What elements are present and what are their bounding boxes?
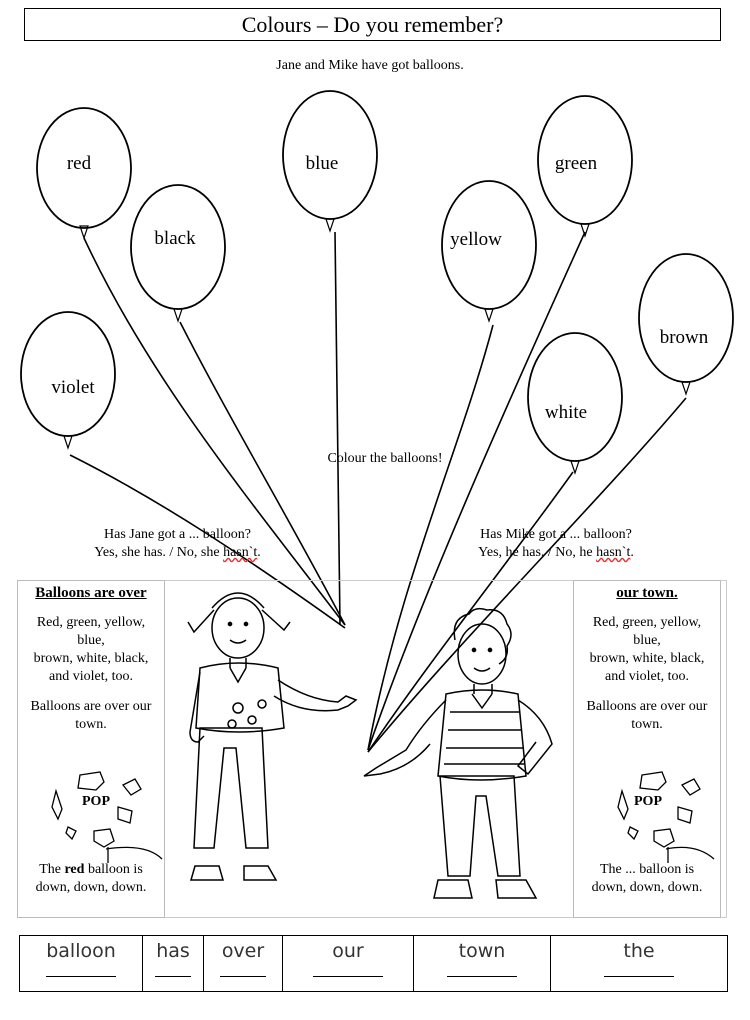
word-cell-balloon[interactable]: balloon [20, 936, 143, 992]
mike-figure [364, 609, 552, 898]
mike-answer: Yes, he has. / No, he hasn`t. [478, 545, 634, 560]
word-cell-town[interactable]: town [414, 936, 551, 992]
balloon-label-blue: blue [305, 153, 339, 174]
worksheet-title: Colours – Do you remember? [24, 8, 721, 41]
word-cell-the[interactable]: the [551, 936, 728, 992]
right-poem-verse2: Balloons are over our town. [586, 699, 708, 732]
colour-instruction: Colour the balloons! [327, 451, 443, 466]
jane-question: Has Jane got a ... balloon? [104, 527, 251, 542]
right-poem-ending: The ... balloon is down, down, down. [591, 862, 703, 895]
balloon-label-white: white [544, 402, 588, 423]
balloon-label-violet: violet [51, 377, 95, 398]
left-pop-word: POP [82, 794, 110, 809]
left-poem-heading: Balloons are over [35, 585, 147, 601]
word-cell-over[interactable]: over [204, 936, 283, 992]
balloon-label-black: black [154, 228, 196, 249]
word-bank-table [19, 935, 728, 992]
word-cell-has[interactable]: has [143, 936, 204, 992]
left-poem-verse2: Balloons are over our town. [30, 699, 152, 732]
popped-balloon-pieces-right [574, 767, 722, 867]
jane-answer: Yes, she has. / No, she hasn`t. [94, 545, 261, 560]
balloon-label-brown: brown [659, 327, 709, 348]
left-poem-box [17, 580, 165, 918]
right-poem-heading: our town. [616, 585, 678, 601]
left-poem-ending: The red balloon is down, down, down. [35, 862, 147, 895]
right-pop-word: POP [634, 794, 662, 809]
intro-text: Jane and Mike have got balloons. [276, 58, 464, 73]
word-cell-our[interactable]: our [283, 936, 414, 992]
balloon-label-green: green [554, 153, 598, 174]
balloon-label-red: red [66, 153, 92, 174]
popped-balloon-pieces-left [18, 767, 166, 867]
mike-question: Has Mike got a ... balloon? [480, 527, 632, 542]
right-poem-verse1: Red, green, yellow, blue, brown, white, black, and violet, too. [589, 615, 705, 684]
jane-figure [188, 593, 356, 880]
left-poem-verse1: Red, green, yellow, blue, brown, white, black, and violet, too. [33, 615, 149, 684]
right-poem-box [573, 580, 721, 918]
balloon-label-yellow: yellow [450, 229, 502, 250]
